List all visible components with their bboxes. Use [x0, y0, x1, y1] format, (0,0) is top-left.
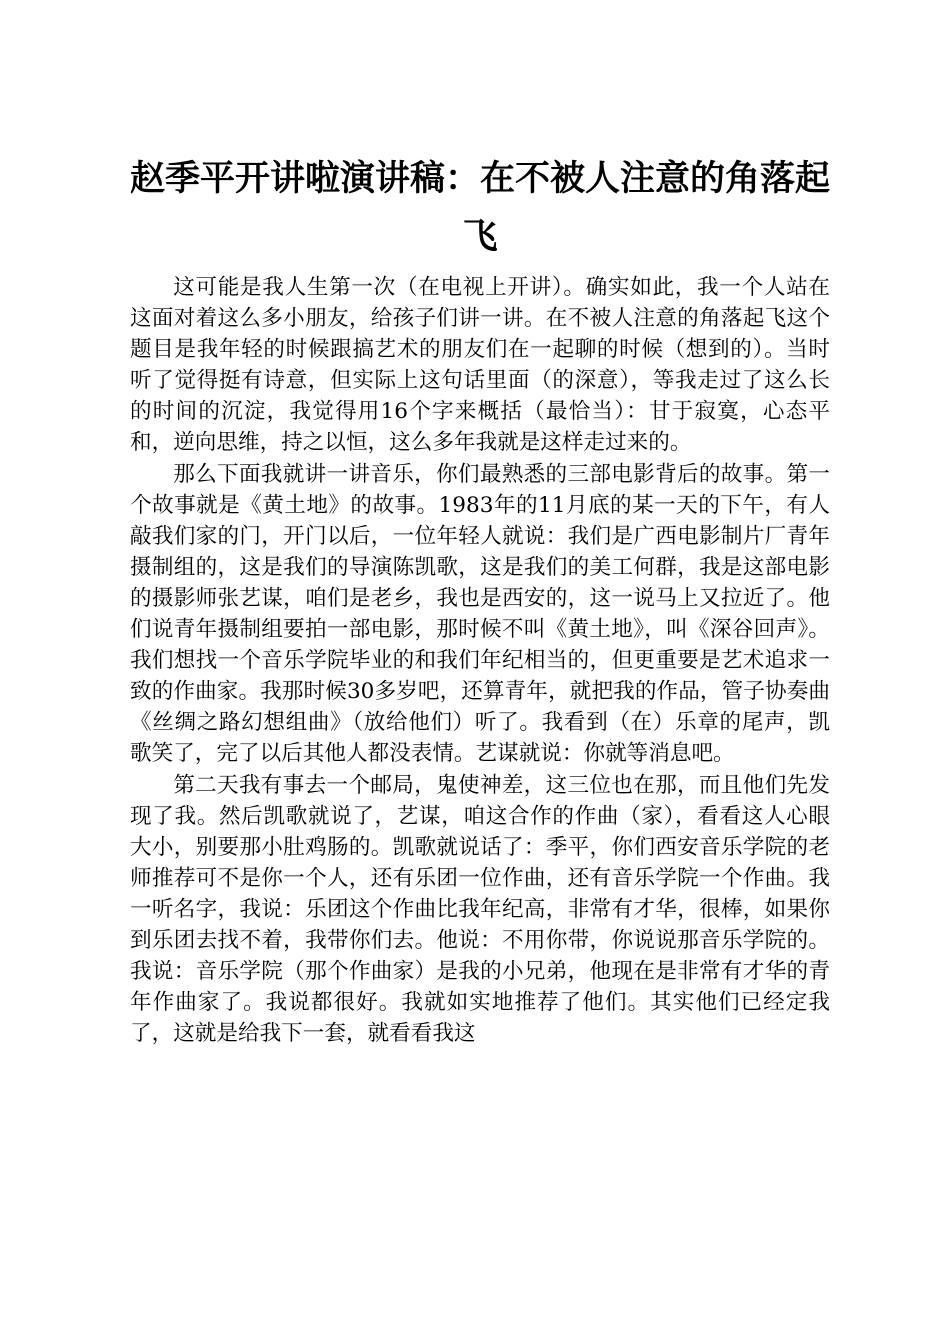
document-body: [130, 272, 830, 1049]
document-page: [130, 150, 830, 1049]
document-title: 赵季平开讲啦演讲稿：在不被人注意的角落起飞: [130, 159, 831, 257]
paragraph-1: 这可能是我人生第一次（在电视上开讲）。确实如此，我一个人站在这面对着这么多小朋友，给孩子们讲一讲。在不被人注意的角落起飞这个题目是我年轻的时候跟搞艺术的朋友们在一起聊的时候（想到的）。当时听了觉得挺有诗意，但实际上这句话里面（的深意），等我走过了这么长的时间的沉淀，我觉得用16个字来概括（最恰当）：甘于寂寞，心态平和，逆向思维，持之以恒，这么多年我就是这样走过来的。: [130, 275, 830, 456]
paragraph-2: 那么下面我就讲一讲音乐，你们最熟悉的三部电影背后的故事。第一个故事就是《黄土地》的故事。1983年的11月底的某一天的下午，有人敲我们家的门，开门以后，一位年轻人就说：我们是广西电影制片厂青年摄制组的，这是我们的导演陈凯歌，这是我们的美工何群，我是这部电影的摄影师张艺谋，咱们是老乡，我也是西安的，这一说马上又拉近了。他们说青年摄制组要拍一部电影，那时候不叫《黄土地》，叫《深谷回声》。我们想找一个音乐学院毕业的和我们年纪相当的，但更重要是艺术追求一致的作曲家。我那时候30多岁吧，还算青年，就把我的作品，管子协奏曲《丝绸之路幻想组曲》（放给他们）听了。我看到（在）乐章的尾声，凯歌笑了，完了以后其他人都没表情。艺谋就说：你就等消息吧。: [130, 461, 830, 767]
paragraph-3: 第二天我有事去一个邮局，鬼使神差，这三位也在那，而且他们先发现了我。然后凯歌就说了，艺谋，咱这合作的作曲（家），看看这人心眼大小，别要那小肚鸡肠的。凯歌就说话了：季平，你们西安音乐学院的老师推荐可不是你一个人，还有乐团一位作曲，还有音乐学院一个作曲。我一听名字，我说：乐团这个作曲比我年纪高，非常有才华，很棒，如果你到乐团去找不着，我带你们去。他说：不用你带，你说说那音乐学院的。我说：音乐学院（那个作曲家）是我的小兄弟，他现在是非常有才华的青年作曲家了。我说都很好。我就如实地推荐了他们。其实他们已经定我了，这就是给我下一套，就看看我这: [130, 772, 830, 1047]
